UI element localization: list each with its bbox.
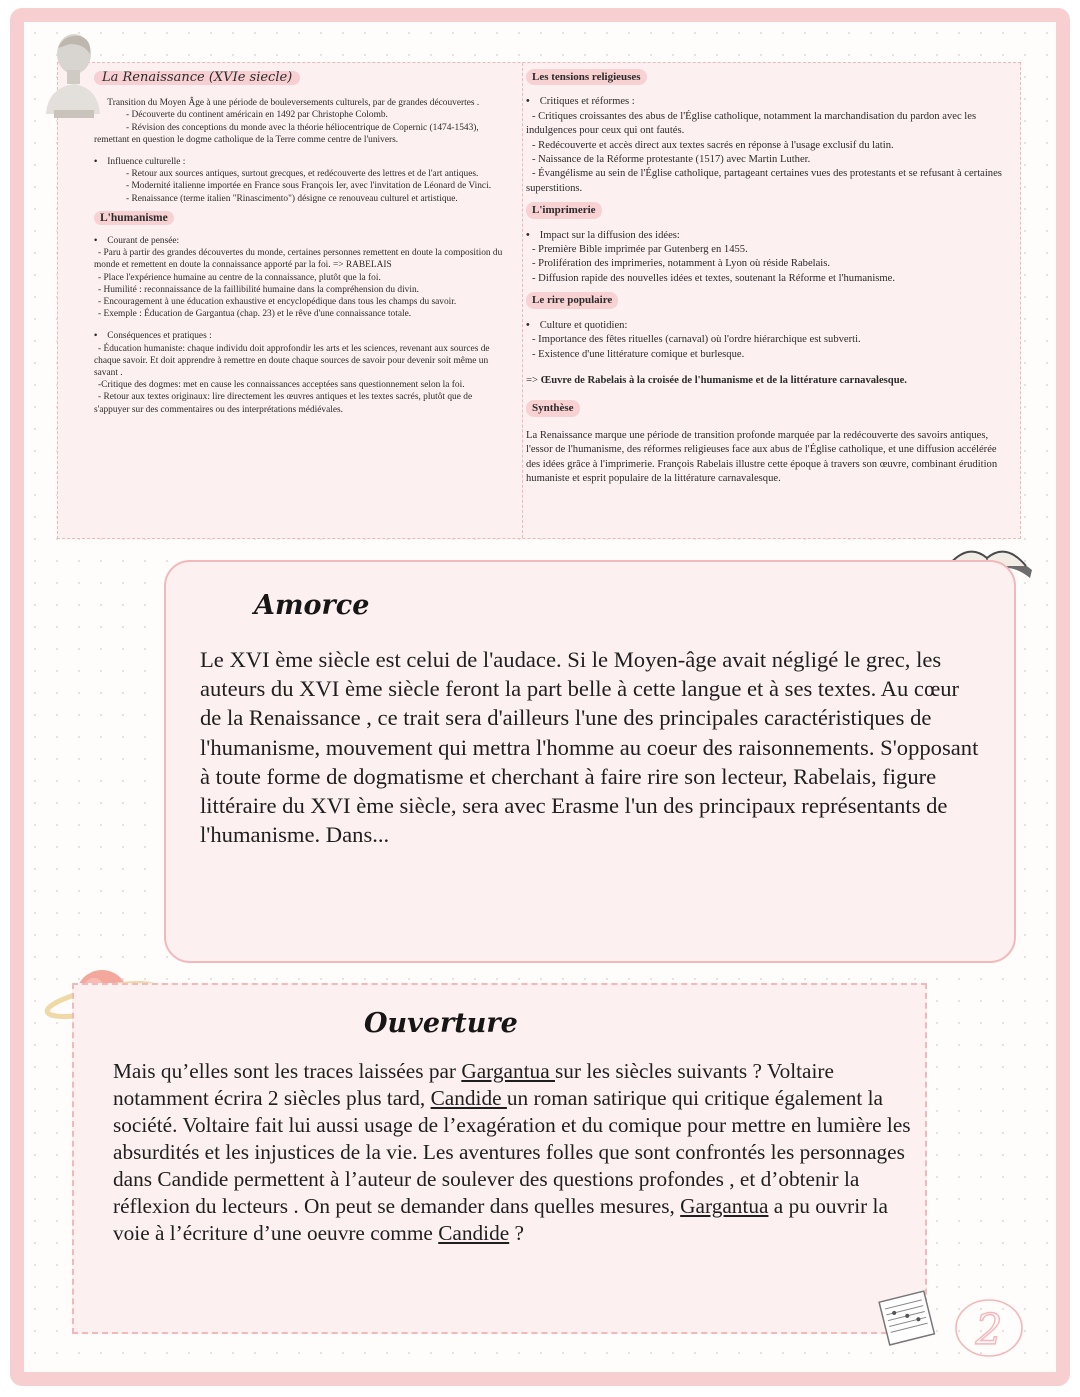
section-title-tensions: Les tensions religieuses: [526, 69, 647, 85]
gargantua-title: Gargantua: [680, 1194, 769, 1218]
ouverture-text-part: sur les siècles suivants ? Voltaire notamment écrira 2 siècles plus tard,: [113, 1059, 834, 1110]
statue-bust-icon: [40, 30, 102, 120]
note-line: - Modernité italienne importée en France sous François Ier, avec l'invitation de Léonard de Vinci.: [126, 181, 492, 192]
amorce-title: Amorce: [254, 590, 370, 621]
note-bullet: • Courant de pensée:: [94, 235, 508, 247]
page-number: 2: [975, 1305, 1003, 1354]
note-line: - Révision des conceptions du monde avec la théorie héliocentrique de Copernic (1474-1543), remettant en question le dogme catholique de la Terre comme centre de l'univers.: [94, 122, 482, 145]
note-bullet: • Influence culturelle :: [94, 156, 508, 168]
section-title-synthese: Synthèse: [526, 400, 580, 416]
notes-panel: [57, 62, 1021, 539]
amorce-text: Le XVI ème siècle est celui de l'audace. Si le Moyen-âge avait négligé le grec, les auteurs du XVI ème siècle feront la part belle à cette langue et à ses textes. Au cœur de la Renaissance , ce trait sera d'ailleurs l'une des principales caractéristiques de l'humanisme, mouvement qui mettra l'homme au coeur des raisonnements. S'opposant à toute forme de dogmatisme et cherchant à faire rire son lecteur, Rabelais, figure littéraire du XVI ème siècle, sera avec Erasme l'un des principaux représentants de l'humanisme. Dans...: [200, 647, 979, 848]
section-title-renaissance: La Renaissance (XVIe siecle): [94, 71, 300, 85]
ouverture-title: Ouverture: [364, 1008, 518, 1039]
section-title-rire: Le rire populaire: [526, 292, 618, 308]
note-bullet: • Critiques et réformes :: [526, 95, 1012, 109]
note-line: - Humilité : reconnaissance de la faillibilité humaine dans la compréhension du divin.: [98, 284, 420, 295]
note-bullet: • Conséquences et pratiques :: [94, 330, 508, 342]
note-line: - Retour aux textes originaux: lire directement les œuvres antiques et les textes sacrés, plutôt que de s'appuyer sur des commentaires ou des interprétations médiévales.: [94, 392, 475, 415]
note-line: - Existence d'une littérature comique et burlesque.: [532, 348, 745, 360]
note-line: - Encouragement à une éducation exhaustive et encyclopédique dans tous les champs du savoir.: [98, 297, 457, 308]
arrow-glyph: =>: [526, 374, 538, 386]
candide-title: Candide: [430, 1086, 507, 1110]
conclusion-text: Œuvre de Rabelais à la croisée de l'humanisme et de la littérature carnavalesque.: [540, 374, 907, 386]
note-line: - Critiques croissantes des abus de l'Église catholique, notamment la marchandisation du pardon avec les indulgences pour ceux qui ont fautés.: [526, 110, 979, 137]
candide-title: Candide: [438, 1221, 510, 1245]
note-line: - Renaissance (terme italien "Rinascimento") désigne ce renouveau culturel et artistique.: [126, 193, 458, 204]
note-line: - Première Bible imprimée par Gutenberg en 1455.: [532, 244, 748, 256]
note-conclusion: [526, 374, 1012, 388]
ouverture-text-part: a pu ouvrir la voie à l’écriture d’une oeuvre comme: [113, 1194, 888, 1245]
note-line: - Diffusion rapide des nouvelles idées et textes, soutenant la Réforme et l'humanisme.: [532, 272, 895, 284]
note-line: -Critique des dogmes: met en cause les connaissances acceptées sans questionnement selon la foi.: [98, 380, 465, 391]
note-line: - Retour aux sources antiques, surtout grecques, et redécouverte des lettres et de l'art antiques.: [126, 169, 479, 180]
note-bullet: • Culture et quotidien:: [526, 319, 1012, 333]
section-title-imprimerie: L'imprimerie: [526, 202, 602, 218]
note-bullet: • Impact sur la diffusion des idées:: [526, 229, 1012, 243]
note-line: - Naissance de la Réforme protestante (1517) avec Martin Luther.: [532, 154, 811, 166]
note-line: - Paru à partir des grandes découvertes du monde, certaines personnes remettent en doute la composition du monde et remettent en doute la connaissance apporté par la foi. => RABELAIS: [94, 248, 505, 271]
note-line: - Importance des fêtes rituelles (carnaval) où l'ordre hiérarchique est subverti.: [532, 334, 861, 346]
notes-right-column: [526, 69, 1012, 486]
note-line: - Place l'expérience humaine au centre de la connaissance, plutôt que la foi.: [98, 272, 381, 283]
section-title-humanisme: L'humanisme: [94, 211, 174, 225]
ouverture-text-part: un roman satirique qui critique également la société. Voltaire fait lui aussi usage de l’exagération et du comique pour mettre en lumière les absurdités et les injustices de la vie. Les aventures folles que sont confrontés les personnages dans Candide permettent à l’auteur de soulever des questions profondes , et d’obtenir la réflexion du lecteurs . On peut se demander dans quelles mesures,: [113, 1086, 911, 1218]
note-bullet: • Transition du Moyen Âge à une période de bouleversements culturels, par de grandes découvertes .: [94, 97, 508, 109]
note-line: - Éducation humaniste: chaque individu doit approfondir les arts et les sciences, revenant aux sources de chaque savoir. Et doit apprendre à remettre en doute chaque sources de savoir pour devenir soit même un savant .: [94, 343, 492, 379]
ouverture-text-part: ?: [509, 1221, 524, 1245]
note-line: - Exemple : Éducation de Gargantua (chap. 23) et le rêve d'une connaissance totale.: [98, 309, 412, 320]
note-line: - Prolifération des imprimeries, notamment à Lyon où réside Rabelais.: [532, 258, 831, 270]
ouverture-text: [113, 1058, 913, 1247]
sheet-music-icon: [874, 1290, 940, 1348]
note-line: - Redécouverte et accès direct aux textes sacrés en réponse à l'usage exclusif du latin.: [532, 139, 894, 151]
notes-left-column: [94, 69, 508, 416]
gargantua-title: Gargantua: [461, 1059, 555, 1083]
page-number-circle: [952, 1296, 1026, 1360]
note-line: - Évangélisme au sein de l'Église catholique, partageant certaines vues des protestants et se refusant à certaines superstitions.: [526, 168, 1005, 194]
synthese-text: La Renaissance marque une période de transition profonde marquée par la redécouverte des savoirs antiques, l'essor de l'humanisme, des réformes religieuses face aux abus de l'Église catholique, et une diffusion accélérée des idées grâce à l'imprimerie. François Rabelais illustre cette époque à travers son œuvre, combinant érudition humaniste et esprit populaire de la littérature carnavalesque.: [526, 429, 1000, 484]
ouverture-text-part: Mais qu’elles sont les traces laissées par: [113, 1059, 462, 1083]
note-line: - Découverte du continent américain en 1492 par Christophe Colomb.: [126, 110, 388, 121]
column-divider: [522, 63, 523, 538]
